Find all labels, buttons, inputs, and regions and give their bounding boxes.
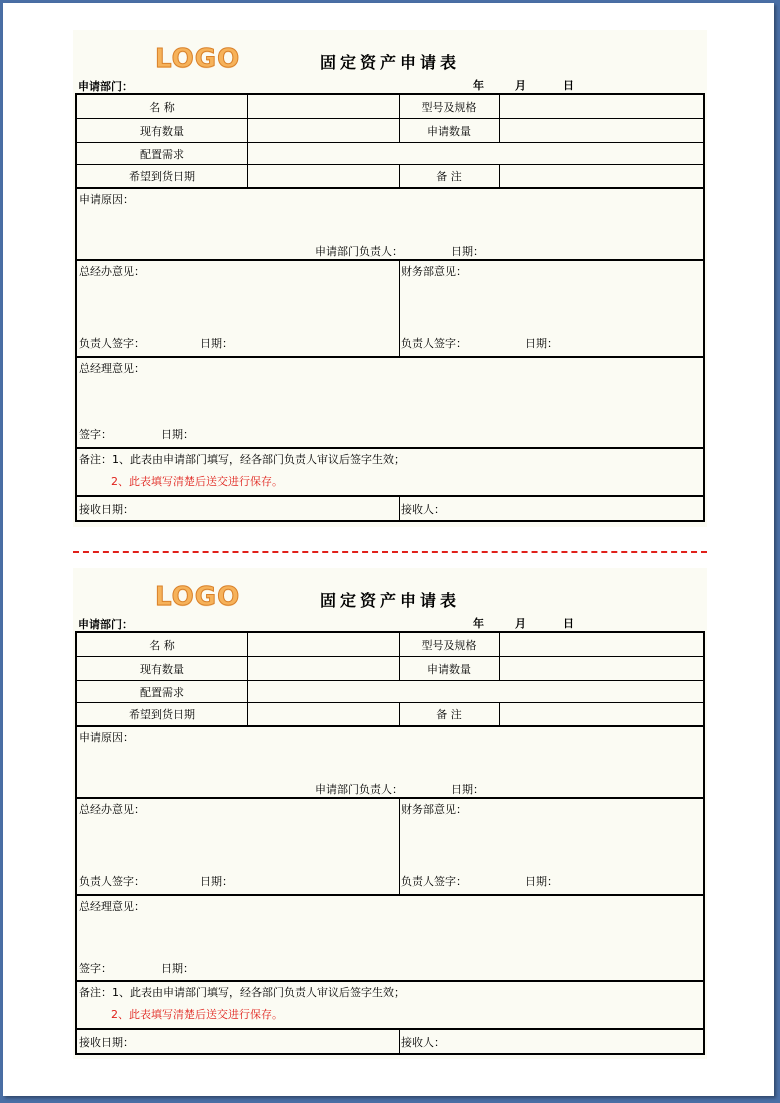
remark-label: 备 注 xyxy=(436,170,462,183)
finance-signer-label: 负责人签字： xyxy=(401,875,467,888)
gm-date-label: 日期： xyxy=(161,962,194,975)
qty-input[interactable] xyxy=(248,119,399,142)
config-label: 配置需求 xyxy=(140,147,184,161)
gm-office-date-label: 日期： xyxy=(200,337,233,350)
gm-office-date-label: 日期： xyxy=(200,875,233,888)
finance-date-label: 日期： xyxy=(525,337,558,350)
delivery-label: 希望到货日期 xyxy=(129,708,195,721)
note-1: 备注：1、此表由申请部门填写，经各部门负责人审议后签字生效； xyxy=(79,453,405,466)
year-label: 年 xyxy=(473,617,484,630)
note-2: 2、此表填写清楚后送交进行保存。 xyxy=(111,475,283,488)
qty-label: 现有数量 xyxy=(140,662,184,676)
finance-signer-label: 负责人签字： xyxy=(401,337,467,350)
reason-date-label: 日期： xyxy=(451,245,484,258)
finance-date-label: 日期： xyxy=(525,875,558,888)
form-title: 固定资产申请表 xyxy=(319,53,460,72)
print-page xyxy=(3,3,774,1096)
row-delivery xyxy=(77,165,703,189)
gm-sign-label: 签字： xyxy=(79,962,112,975)
delivery-input[interactable] xyxy=(248,703,399,725)
req-qty-label: 申请数量 xyxy=(427,124,471,138)
row-qty xyxy=(77,657,703,681)
row-gm[interactable] xyxy=(77,358,703,449)
req-qty-label: 申请数量 xyxy=(427,662,471,676)
dept-label: 申请部门： xyxy=(78,618,133,631)
reason-date-label: 日期： xyxy=(451,783,484,796)
model-label: 型号及规格 xyxy=(421,638,477,652)
gm-date-label: 日期： xyxy=(161,428,194,441)
row-opinions xyxy=(77,799,703,896)
application-form-2 xyxy=(73,568,707,1059)
day-label: 日 xyxy=(563,617,574,630)
receiver-label: 接收人： xyxy=(401,503,445,516)
finance-label: 财务部意见： xyxy=(401,265,467,278)
dept-head-label: 申请部门负责人： xyxy=(315,783,403,796)
row-qty xyxy=(77,119,703,143)
row-opinions xyxy=(77,261,703,358)
name-input[interactable] xyxy=(248,95,399,118)
remark-input[interactable] xyxy=(500,703,703,725)
cut-line xyxy=(73,551,707,553)
req-qty-input[interactable] xyxy=(500,657,703,680)
remark-label: 备 注 xyxy=(436,708,462,721)
row-reason[interactable] xyxy=(77,189,703,261)
config-label: 配置需求 xyxy=(140,685,184,699)
dept-label: 申请部门： xyxy=(78,80,133,93)
model-input[interactable] xyxy=(500,633,703,656)
logo: LOGO xyxy=(155,44,241,74)
req-qty-input[interactable] xyxy=(500,119,703,142)
finance-label: 财务部意见： xyxy=(401,803,467,816)
gm-office-signer-label: 负责人签字： xyxy=(79,337,145,350)
form-grid xyxy=(75,93,705,522)
month-label: 月 xyxy=(515,617,526,630)
row-config xyxy=(77,681,703,703)
receive-date-label: 接收日期： xyxy=(79,1036,134,1049)
row-name xyxy=(77,95,703,119)
form-title: 固定资产申请表 xyxy=(319,591,460,610)
row-name xyxy=(77,633,703,657)
name-label: 名 称 xyxy=(149,638,175,652)
year-label: 年 xyxy=(473,79,484,92)
gm-label: 总经理意见： xyxy=(79,900,145,913)
row-gm[interactable] xyxy=(77,896,703,982)
receive-date-label: 接收日期： xyxy=(79,503,134,516)
row-notes xyxy=(77,982,703,1030)
qty-label: 现有数量 xyxy=(140,124,184,138)
application-form-1 xyxy=(73,30,707,527)
gm-sign-label: 签字： xyxy=(79,428,112,441)
row-delivery xyxy=(77,703,703,727)
config-input[interactable] xyxy=(248,143,703,164)
remark-input[interactable] xyxy=(500,165,703,187)
model-label: 型号及规格 xyxy=(421,100,477,114)
note-2: 2、此表填写清楚后送交进行保存。 xyxy=(111,1008,283,1021)
dept-head-label: 申请部门负责人： xyxy=(315,245,403,258)
delivery-input[interactable] xyxy=(248,165,399,187)
name-input[interactable] xyxy=(248,633,399,656)
gm-office-label: 总经办意见： xyxy=(79,265,145,278)
month-label: 月 xyxy=(515,79,526,92)
gm-label: 总经理意见： xyxy=(79,362,145,375)
name-label: 名 称 xyxy=(149,100,175,114)
note-1: 备注：1、此表由申请部门填写，经各部门负责人审议后签字生效； xyxy=(79,986,405,999)
reason-label: 申请原因： xyxy=(79,731,134,744)
form-grid xyxy=(75,631,705,1055)
row-reason[interactable] xyxy=(77,727,703,799)
row-receive xyxy=(77,1030,703,1053)
gm-office-signer-label: 负责人签字： xyxy=(79,875,145,888)
model-input[interactable] xyxy=(500,95,703,118)
config-input[interactable] xyxy=(248,681,703,702)
reason-label: 申请原因： xyxy=(79,193,134,206)
row-notes xyxy=(77,449,703,497)
row-config xyxy=(77,143,703,165)
receiver-label: 接收人： xyxy=(401,1036,445,1049)
gm-office-label: 总经办意见： xyxy=(79,803,145,816)
qty-input[interactable] xyxy=(248,657,399,680)
logo: LOGO xyxy=(155,582,241,612)
day-label: 日 xyxy=(563,79,574,92)
row-receive xyxy=(77,497,703,520)
delivery-label: 希望到货日期 xyxy=(129,170,195,183)
